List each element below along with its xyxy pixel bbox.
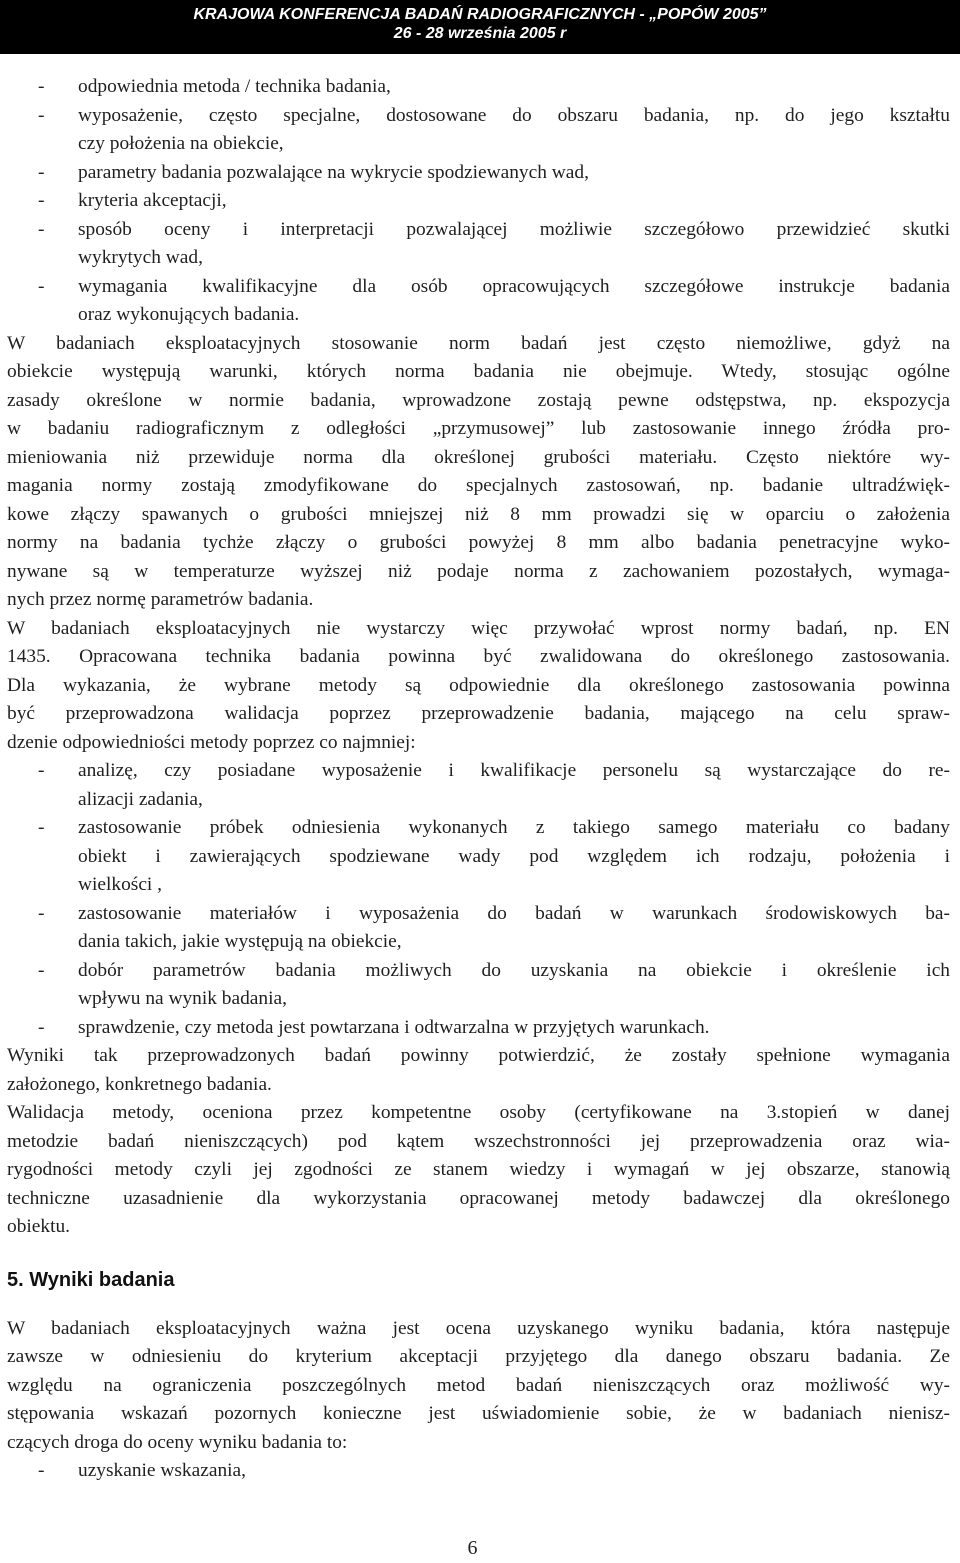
list-item-line: wyposażenie, często specjalne, dostosowane do obszaru badania, np. do jego kształtu: [78, 104, 950, 126]
evaluation-steps-list: [7, 1457, 950, 1486]
list-item-line: dania takich, jakie występują na obiekcie,: [78, 931, 402, 952]
paragraph-method-validation: [7, 1099, 950, 1242]
list-item-line: wielkości ,: [78, 874, 163, 895]
paragraph-line: w badaniu radiograficznym z odległości „przymusowej” lub zastosowanie innego źródła pro-: [7, 418, 950, 439]
list-dash: -: [38, 104, 45, 126]
paragraph-line: obiekcie występują warunki, których norma badania nie obejmuje. Wtedy, stosując ogólne: [7, 361, 950, 382]
paragraph-line: Dla wykazania, że wybrane metody są odpowiednie dla określonego zastosowania powinna: [7, 674, 950, 696]
paragraph-line: nych przez normę parametrów badania.: [7, 589, 314, 610]
paragraph-line: zasady określone w normie badania, wprowadzone zostają pewne odstępstwa, np. ekspozycja: [7, 389, 950, 411]
paragraph-line: metodzie badań nieniszczących) pod kątem wszechstronności jej przeprowadzenia oraz wia-: [7, 1130, 950, 1152]
list-item-line: zastosowanie materiałów i wyposażenia do badań w warunkach środowiskowych ba-: [78, 902, 950, 924]
paragraph-line: 1435. Opracowana technika badania powinna być zwalidowana do określonego zastosowania.: [7, 646, 950, 667]
list-item-line: dobór parametrów badania możliwych do uzyskania na obiekcie i określenie ich: [78, 959, 950, 981]
paragraph-line: Wyniki tak przeprowadzonych badań powinny potwierdzić, że zostały spełnione wymagania: [7, 1045, 950, 1066]
list-dash: -: [38, 902, 45, 924]
list-item: [7, 1014, 950, 1043]
list-item: [7, 216, 950, 273]
list-item-line: sprawdzenie, czy metoda jest powtarzana i odtwarzalna w przyjętych warunkach.: [78, 1016, 710, 1038]
validation-list: [7, 757, 950, 1042]
list-dash: -: [38, 76, 45, 97]
paragraph-line: magania normy zostają zmodyfikowane do specjalnych zastosowań, np. badanie ultradźwięk-: [7, 475, 950, 496]
list-dash: -: [38, 1460, 45, 1481]
paragraph-line: mieniowania niż przewiduje norma dla określonej grubości materiału. Często niektóre wy-: [7, 446, 950, 468]
list-item: [7, 159, 950, 188]
list-item-line: kryteria akceptacji,: [78, 190, 227, 211]
paragraph-line: czących droga do oceny wyniku badania to:: [7, 1431, 348, 1453]
paragraph-line: nywane są w temperaturze wyższej niż podaje norma z zachowaniem pozostałych, wymaga-: [7, 560, 950, 582]
list-dash: -: [38, 817, 45, 838]
list-item-line: odpowiednia metoda / technika badania,: [78, 76, 391, 97]
paragraph-line: kowe złączy spawanych o grubości mniejszej niż 8 mm prowadzi się w oparciu o założenia: [7, 503, 950, 525]
list-item: [7, 900, 950, 957]
list-dash: -: [38, 161, 45, 183]
paragraph-line: rygodności metody czyli jej zgodności ze stanem wiedzy i wymagań w jej obszarze, stanowią: [7, 1159, 950, 1180]
paragraph-line: techniczne uzasadnienie dla wykorzystania opracowanej metody badawczej dla określonego: [7, 1187, 950, 1209]
list-item-line: wykrytych wad,: [78, 247, 203, 268]
list-item-line: zastosowanie próbek odniesienia wykonanych z takiego samego materiału co badany: [78, 817, 950, 838]
page-number: 6: [467, 1537, 478, 1559]
list-item: [7, 73, 950, 102]
paragraph-line: W badaniach eksploatacyjnych ważna jest ocena uzyskanego wyniku badania, która następuje: [7, 1317, 950, 1339]
list-item-line: parametry badania pozwalające na wykrycie spodziewanych wad,: [78, 161, 589, 183]
list-item: [7, 1457, 950, 1486]
list-dash: -: [38, 1016, 45, 1038]
list-item: [7, 757, 950, 814]
paragraph-line: stępowania wskazań pozornych konieczne jest uświadomienie sobie, że w badaniach nienisz-: [7, 1403, 950, 1424]
list-item-line: uzyskanie wskazania,: [78, 1460, 246, 1481]
requirements-list: [7, 73, 950, 330]
list-dash: -: [38, 760, 45, 781]
paragraph-line: zawsze w odniesieniu do kryterium akceptacji przyjętego dla danego obszaru badania. Ze: [7, 1346, 950, 1367]
paragraph-result-evaluation: [7, 1315, 950, 1458]
paragraph-line: W badaniach eksploatacyjnych stosowanie norm badań jest często niemożliwe, gdyż na: [7, 332, 950, 354]
section-heading: 5. Wyniki badania: [7, 1268, 175, 1291]
list-item-line: obiekt i zawierających spodziewane wady pod względem ich rodzaju, położenia i: [78, 845, 950, 867]
list-dash: -: [38, 275, 45, 297]
paragraph-line: W badaniach eksploatacyjnych nie wystarczy więc przywołać wprost normy badań, np. EN: [7, 617, 950, 639]
paragraph-validation: [7, 615, 950, 758]
list-item: [7, 814, 950, 900]
list-item: [7, 102, 950, 159]
conference-dates: 26 - 28 września 2005 r: [393, 25, 567, 42]
paragraph-line: normy na badania tychże złączy o grubości powyżej 8 mm albo badania penetracyjne wyko-: [7, 532, 950, 553]
paragraph-line: obiektu.: [7, 1216, 71, 1237]
paragraph-exploitation-norms: [7, 330, 950, 615]
list-item-line: analizę, czy posiadane wyposażenie i kwalifikacje personelu są wystarczające do re-: [78, 760, 950, 781]
list-item-line: oraz wykonujących badania.: [78, 304, 300, 325]
list-dash: -: [38, 959, 45, 981]
list-item-line: sposób oceny i interpretacji pozwalającej możliwie szczegółowo przewidzieć skutki: [78, 218, 950, 240]
document-body: [7, 73, 950, 1486]
list-item-line: czy położenia na obiekcie,: [78, 133, 284, 154]
list-item-line: alizacji zadania,: [78, 788, 203, 810]
list-dash: -: [38, 218, 45, 240]
list-dash: -: [38, 190, 45, 211]
paragraph-line: Walidacja metody, oceniona przez kompetentne osoby (certyfikowane na 3.stopień w danej: [7, 1102, 950, 1123]
paragraph-line: być przeprowadzona walidacja poprzez przeprowadzenie badania, mającego na celu spraw-: [7, 703, 950, 724]
list-item: [7, 957, 950, 1014]
conference-title: KRAJOWA KONFERENCJA BADAŃ RADIOGRAFICZNYCH - „POPÓW 2005”: [193, 6, 767, 23]
paragraph-line: dzenie odpowiedniości metody poprzez co najmniej:: [7, 731, 416, 753]
list-item-line: wymagania kwalifikacyjne dla osób opracowujących szczegółowe instrukcje badania: [78, 275, 950, 297]
paragraph-line: założonego, konkretnego badania.: [7, 1073, 272, 1095]
paragraph-line: względu na ograniczenia poszczególnych metod badań nieniszczących oraz możliwość wy-: [7, 1374, 950, 1396]
list-item: [7, 187, 950, 216]
paragraph-results-confirm: [7, 1042, 950, 1099]
list-item: [7, 273, 950, 330]
list-item-line: wpływu na wynik badania,: [78, 988, 287, 1009]
conference-header: [0, 0, 960, 54]
